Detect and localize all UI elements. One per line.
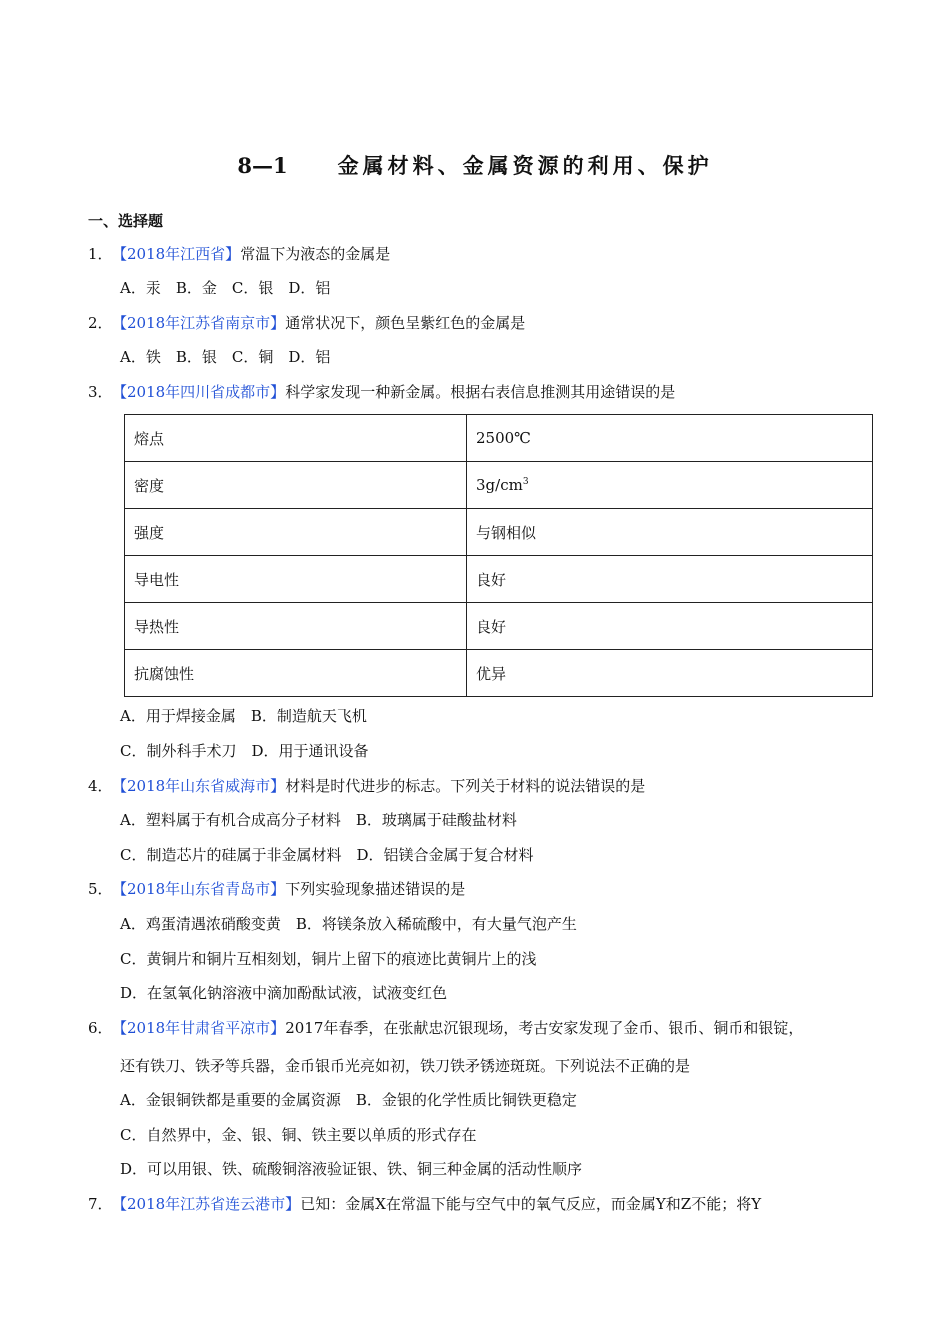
question-text: 常温下为液态的金属是 [240, 245, 391, 263]
question-6-text-continued: 还有铁刀、铁矛等兵器，金币银币光亮如初，铁刀铁矛锈迹斑斑。下列说法不正确的是 [120, 1057, 691, 1075]
density-value: 3g/cm [476, 476, 523, 494]
table-cell-value: 优异 [467, 650, 873, 697]
table-cell-value: 与钢相似 [467, 509, 873, 556]
question-3-options-cd: C．制外科手术刀 D．用于通讯设备 [120, 742, 369, 760]
question-number: 1． [88, 245, 113, 263]
table-cell-property: 熔点 [125, 415, 467, 462]
chapter-title: 金属材料、金属资源的利用、保护 [337, 153, 713, 178]
question-6-options-ab: A．金银铜铁都是重要的金属资源 B．金银的化学性质比铜铁更稳定 [120, 1091, 577, 1109]
table-cell-property: 导热性 [125, 603, 467, 650]
question-source: 【2018年山东省威海市】 [112, 777, 286, 795]
table-row [125, 556, 873, 603]
question-number: 6． [88, 1019, 113, 1037]
table-row [125, 509, 873, 556]
table-cell-property: 抗腐蚀性 [125, 650, 467, 697]
question-5 [88, 879, 465, 899]
question-5-option-c: C．黄铜片和铜片互相刻划，铜片上留下的痕迹比黄铜片上的浅 [120, 950, 537, 968]
question-number: 7． [88, 1195, 113, 1213]
property-table [124, 414, 873, 697]
question-4-options-ab: A．塑料属于有机合成高分子材料 B．玻璃属于硅酸盐材料 [120, 811, 517, 829]
question-text: 科学家发现一种新金属。根据右表信息推测其用途错误的是 [285, 383, 676, 401]
question-number: 2． [88, 314, 113, 332]
question-number: 3． [88, 383, 113, 401]
question-1 [88, 244, 390, 264]
question-text: 2017年春季，在张献忠沉银现场，考古安家发现了金币、银币、铜币和银锭， [285, 1019, 804, 1037]
question-6-option-d: D．可以用银、铁、硫酸铜溶液验证银、铁、铜三种金属的活动性顺序 [120, 1160, 583, 1178]
question-source: 【2018年江西省】 [112, 245, 241, 263]
question-text: 通常状况下，颜色呈紫红色的金属是 [285, 314, 526, 332]
question-number: 5． [88, 880, 113, 898]
section-heading: 一、选择题 [88, 212, 164, 230]
question-4-options-cd: C．制造芯片的硅属于非金属材料 D．铝镁合金属于复合材料 [120, 846, 534, 864]
table-cell-value: 2500℃ [467, 415, 873, 462]
table-row [125, 603, 873, 650]
question-6-option-c: C．自然界中，金、银、铜、铁主要以单质的形式存在 [120, 1126, 477, 1144]
question-5-options-ab: A．鸡蛋清遇浓硝酸变黄 B．将镁条放入稀硫酸中，有大量气泡产生 [120, 915, 577, 933]
question-6 [88, 1018, 803, 1038]
question-number: 4． [88, 777, 113, 795]
question-source: 【2018年甘肃省平凉市】 [112, 1019, 286, 1037]
question-source: 【2018年四川省成都市】 [112, 383, 286, 401]
table-cell-property: 强度 [125, 509, 467, 556]
table-cell-value: 良好 [467, 556, 873, 603]
question-1-options: A．汞 B．金 C．银 D．铝 [120, 279, 331, 297]
question-4 [88, 776, 645, 796]
question-text: 材料是时代进步的标志。下列关于材料的说法错误的是 [285, 777, 646, 795]
question-2 [88, 313, 525, 333]
question-3 [88, 382, 675, 402]
table-row [125, 462, 873, 509]
density-exponent: 3 [522, 477, 529, 487]
question-3-options-ab: A．用于焊接金属 B．制造航天飞机 [120, 707, 367, 725]
question-7 [88, 1194, 761, 1214]
table-cell-value [467, 462, 873, 509]
question-source: 【2018年江苏省连云港市】 [112, 1195, 301, 1213]
question-2-options: A．铁 B．银 C．铜 D．铝 [120, 348, 331, 366]
table-row [125, 650, 873, 697]
question-text: 已知：金属X在常温下能与空气中的氧气反应，而金属Y和Z不能；将Y [300, 1195, 762, 1213]
table-row [125, 415, 873, 462]
question-source: 【2018年山东省青岛市】 [112, 880, 286, 898]
table-cell-property: 密度 [125, 462, 467, 509]
question-text: 下列实验现象描述错误的是 [285, 880, 466, 898]
table-cell-value: 良好 [467, 603, 873, 650]
chapter-number: 8—1 [237, 153, 288, 178]
question-source: 【2018年江苏省南京市】 [112, 314, 286, 332]
table-cell-property: 导电性 [125, 556, 467, 603]
page-title [0, 150, 950, 180]
question-5-option-d: D．在氢氧化钠溶液中滴加酚酞试液，试液变红色 [120, 984, 448, 1002]
